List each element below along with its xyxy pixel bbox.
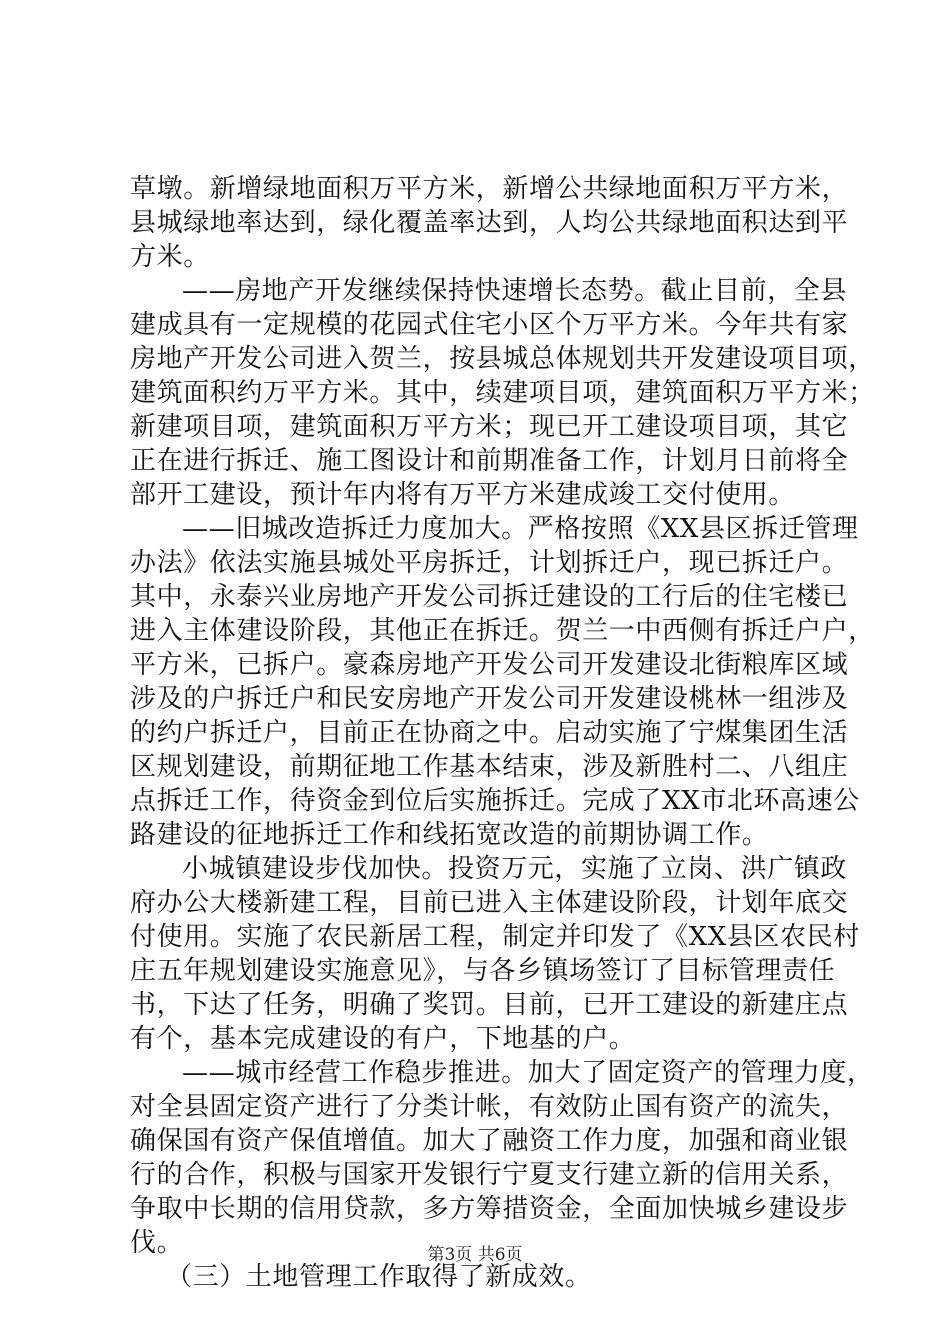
- text-line: 新建项目项，建筑面积万平方米；现已开工建设项目项，其它: [130, 412, 849, 442]
- text-line: 行的合作，积极与国家开发银行宁夏支行建立新的信用关系，: [130, 1160, 849, 1190]
- text-line: 伐。: [130, 1228, 184, 1258]
- text-line: 建成具有一定规模的花园式住宅小区个万平方米。今年共有家: [130, 310, 849, 340]
- text-line: 点拆迁工作，待资金到位后实施拆迁。完成了XX市北环高速公: [130, 786, 860, 816]
- text-line: 草墩。新增绿地面积万平方米，新增公共绿地面积万平方米，: [130, 174, 849, 204]
- text-line: 路建设的征地拆迁工作和线拓宽改造的前期协调工作。: [130, 820, 769, 850]
- text-line: 区规划建设，前期征地工作基本结束，涉及新胜村二、八组庄: [130, 752, 849, 782]
- text-line: 平方米，已拆户。豪森房地产开发公司开发建设北街粮库区域: [130, 650, 849, 680]
- text-line: 办法》依法实施县城处平房拆迁，计划拆迁户，现已拆迁户。: [130, 548, 849, 578]
- text-line: 其中，永泰兴业房地产开发公司拆迁建设的工行后的住宅楼已: [130, 582, 849, 612]
- text-line: 房地产开发公司进入贺兰，按县城总体规划共开发建设项目项，: [130, 344, 875, 374]
- text-line: 书，下达了任务，明确了奖罚。目前，已开工建设的新建庄点: [130, 990, 849, 1020]
- text-line: 进入主体建设阶段，其他正在拆迁。贺兰一中西侧有拆迁户户，: [130, 616, 875, 646]
- text-line: 县城绿地率达到，绿化覆盖率达到，人均公共绿地面积达到平: [130, 208, 849, 238]
- text-line: 的约户拆迁户，目前正在协商之中。启动实施了宁煤集团生活: [130, 718, 849, 748]
- text-line: 争取中长期的信用贷款，多方筹措资金，全面加快城乡建设步: [130, 1194, 849, 1224]
- text-line: 涉及的户拆迁户和民安房地产开发公司开发建设桃林一组涉及: [130, 684, 849, 714]
- text-line: 确保国有资产保值增值。加大了融资工作力度，加强和商业银: [130, 1126, 849, 1156]
- text-line: 方米。: [130, 242, 210, 272]
- text-line: 庄五年规划建设实施意见》，与各乡镇场签订了目标管理责任: [130, 956, 836, 986]
- text-line: 府办公大楼新建工程，目前已进入主体建设阶段，计划年底交: [130, 888, 849, 918]
- text-line: ——房地产开发继续保持快速增长态势。截止目前，全县: [182, 276, 848, 306]
- text-line: 有个，基本完成建设的有户，下地基的户。: [130, 1024, 636, 1054]
- text-line: 小城镇建设步伐加快。投资万元，实施了立岗、洪广镇政: [182, 854, 848, 884]
- page-footer: 第3页 共6页: [427, 1245, 523, 1265]
- text-line: ——城市经营工作稳步推进。加大了固定资产的管理力度，: [182, 1058, 874, 1088]
- text-line: 付使用。实施了农民新居工程，制定并印发了《XX县区农民村: [130, 922, 860, 952]
- section-heading: （三）土地管理工作取得了新成效。: [166, 1262, 592, 1292]
- text-line: 正在进行拆迁、施工图设计和前期准备工作，计划月日前将全: [130, 446, 849, 476]
- text-line: ——旧城改造拆迁力度加大。严格按照《XX县区拆迁管理: [182, 514, 859, 544]
- text-line: 部开工建设，预计年内将有万平方米建成竣工交付使用。: [130, 480, 796, 510]
- text-line: 建筑面积约万平方米。其中，续建项目项，建筑面积万平方米；: [130, 378, 875, 408]
- text-line: 对全县固定资产进行了分类计帐，有效防止国有资产的流失，: [130, 1092, 849, 1122]
